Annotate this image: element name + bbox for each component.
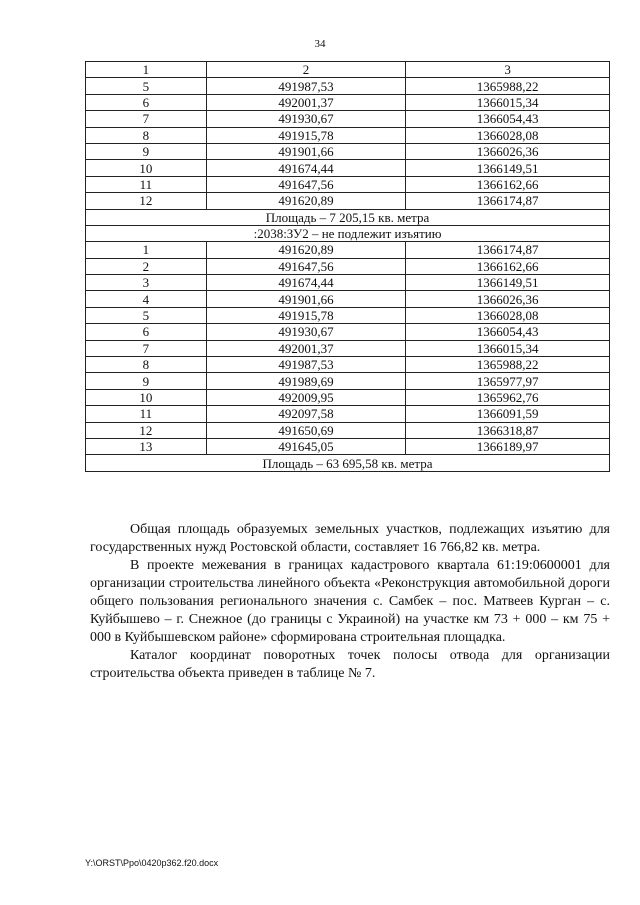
y-coordinate-cell: 1366054,43 [406,324,610,340]
x-coordinate-cell: 491901,66 [206,143,406,159]
y-coordinate-cell: 1366189,97 [406,438,610,454]
area-row [86,455,610,471]
y-coordinate-cell: 1366028,08 [406,307,610,323]
x-coordinate-cell: 492097,58 [206,406,406,422]
x-coordinate-cell: 491674,44 [206,160,406,176]
y-coordinate-cell: 1365977,97 [406,373,610,389]
point-number-cell: 8 [86,127,207,143]
x-coordinate-cell: 492009,95 [206,389,406,405]
table-row [86,127,610,143]
point-number-cell: 9 [86,143,207,159]
section-title: :2038:ЗУ2 – не подлежит изъятию [86,225,610,241]
paragraph: Общая площадь образуемых земельных участков, подлежащих изъятию для государственных нужд Ростовской области, составляет 16 766,82 кв. метра. [90,522,610,555]
table-header-row [86,62,610,78]
coordinates-table [85,61,610,472]
area-total: Площадь – 7 205,15 кв. метра [86,209,610,225]
x-coordinate-cell: 491987,53 [206,78,406,94]
area-row [86,209,610,225]
point-number-cell: 8 [86,357,207,373]
point-number-cell: 1 [86,242,207,258]
area-total: Площадь – 63 695,58 кв. метра [86,455,610,471]
x-coordinate-cell: 491647,56 [206,176,406,192]
table-row [86,389,610,405]
table-row [86,438,610,454]
y-coordinate-cell: 1365962,76 [406,389,610,405]
table-row [86,94,610,110]
y-coordinate-cell: 1366015,34 [406,94,610,110]
table-row [86,422,610,438]
paragraph: В проекте межевания в границах кадастрового квартала 61:19:0600001 для организации строительства линейного объекта «Реконструкция автомобильной дороги общего пользования регионального значения с. Самбек – пос. Матвеев Курган – с. Куйбышево – г. Снежное (до границы с Украиной) на участке км 73 + 000 – км 75 + 000 в Куйбышевском районе» сформирована строительная площадка. [90,558,610,645]
y-coordinate-cell: 1365988,22 [406,357,610,373]
point-number-cell: 3 [86,275,207,291]
x-coordinate-cell: 491620,89 [206,242,406,258]
y-coordinate-cell: 1366028,08 [406,127,610,143]
x-coordinate-cell: 491645,05 [206,438,406,454]
table-row [86,307,610,323]
table-row [86,406,610,422]
table-row [86,275,610,291]
y-coordinate-cell: 1366054,43 [406,111,610,127]
y-coordinate-cell: 1366318,87 [406,422,610,438]
table-row [86,160,610,176]
point-number-cell: 4 [86,291,207,307]
header-cell-point: 1 [86,62,207,78]
x-coordinate-cell: 491930,67 [206,111,406,127]
y-coordinate-cell: 1366174,87 [406,193,610,209]
point-number-cell: 7 [86,340,207,356]
table-row [86,242,610,258]
x-coordinate-cell: 492001,37 [206,340,406,356]
point-number-cell: 5 [86,307,207,323]
file-path-footer: Y:\ORST\Ppo\0420p362.f20.docx [85,858,219,868]
x-coordinate-cell: 491987,53 [206,357,406,373]
y-coordinate-cell: 1366026,36 [406,291,610,307]
table-row [86,78,610,94]
point-number-cell: 10 [86,160,207,176]
section-title-row [86,225,610,241]
point-number-cell: 7 [86,111,207,127]
table-row [86,176,610,192]
header-cell-y: 3 [406,62,610,78]
point-number-cell: 12 [86,193,207,209]
y-coordinate-cell: 1366026,36 [406,143,610,159]
point-number-cell: 11 [86,406,207,422]
x-coordinate-cell: 491930,67 [206,324,406,340]
y-coordinate-cell: 1366015,34 [406,340,610,356]
table-row [86,111,610,127]
point-number-cell: 13 [86,438,207,454]
x-coordinate-cell: 491989,69 [206,373,406,389]
x-coordinate-cell: 491915,78 [206,307,406,323]
table-row [86,373,610,389]
table-row [86,143,610,159]
x-coordinate-cell: 491620,89 [206,193,406,209]
coordinates-table-body [86,62,610,472]
x-coordinate-cell: 492001,37 [206,94,406,110]
table-row [86,258,610,274]
y-coordinate-cell: 1366091,59 [406,406,610,422]
y-coordinate-cell: 1366162,66 [406,258,610,274]
y-coordinate-cell: 1366149,51 [406,160,610,176]
y-coordinate-cell: 1366149,51 [406,275,610,291]
header-cell-x: 2 [206,62,406,78]
body-text [90,521,610,683]
x-coordinate-cell: 491647,56 [206,258,406,274]
table-row [86,291,610,307]
point-number-cell: 10 [86,389,207,405]
x-coordinate-cell: 491674,44 [206,275,406,291]
paragraph: Каталог координат поворотных точек полосы отвода для организации строительства объекта приведен в таблице № 7. [90,648,610,681]
y-coordinate-cell: 1365988,22 [406,78,610,94]
x-coordinate-cell: 491915,78 [206,127,406,143]
table-row [86,193,610,209]
page-number: 34 [314,38,326,50]
point-number-cell: 6 [86,324,207,340]
point-number-cell: 12 [86,422,207,438]
y-coordinate-cell: 1366162,66 [406,176,610,192]
point-number-cell: 2 [86,258,207,274]
point-number-cell: 5 [86,78,207,94]
table-row [86,340,610,356]
x-coordinate-cell: 491650,69 [206,422,406,438]
x-coordinate-cell: 491901,66 [206,291,406,307]
point-number-cell: 6 [86,94,207,110]
y-coordinate-cell: 1366174,87 [406,242,610,258]
point-number-cell: 11 [86,176,207,192]
table-row [86,324,610,340]
table-row [86,357,610,373]
point-number-cell: 9 [86,373,207,389]
